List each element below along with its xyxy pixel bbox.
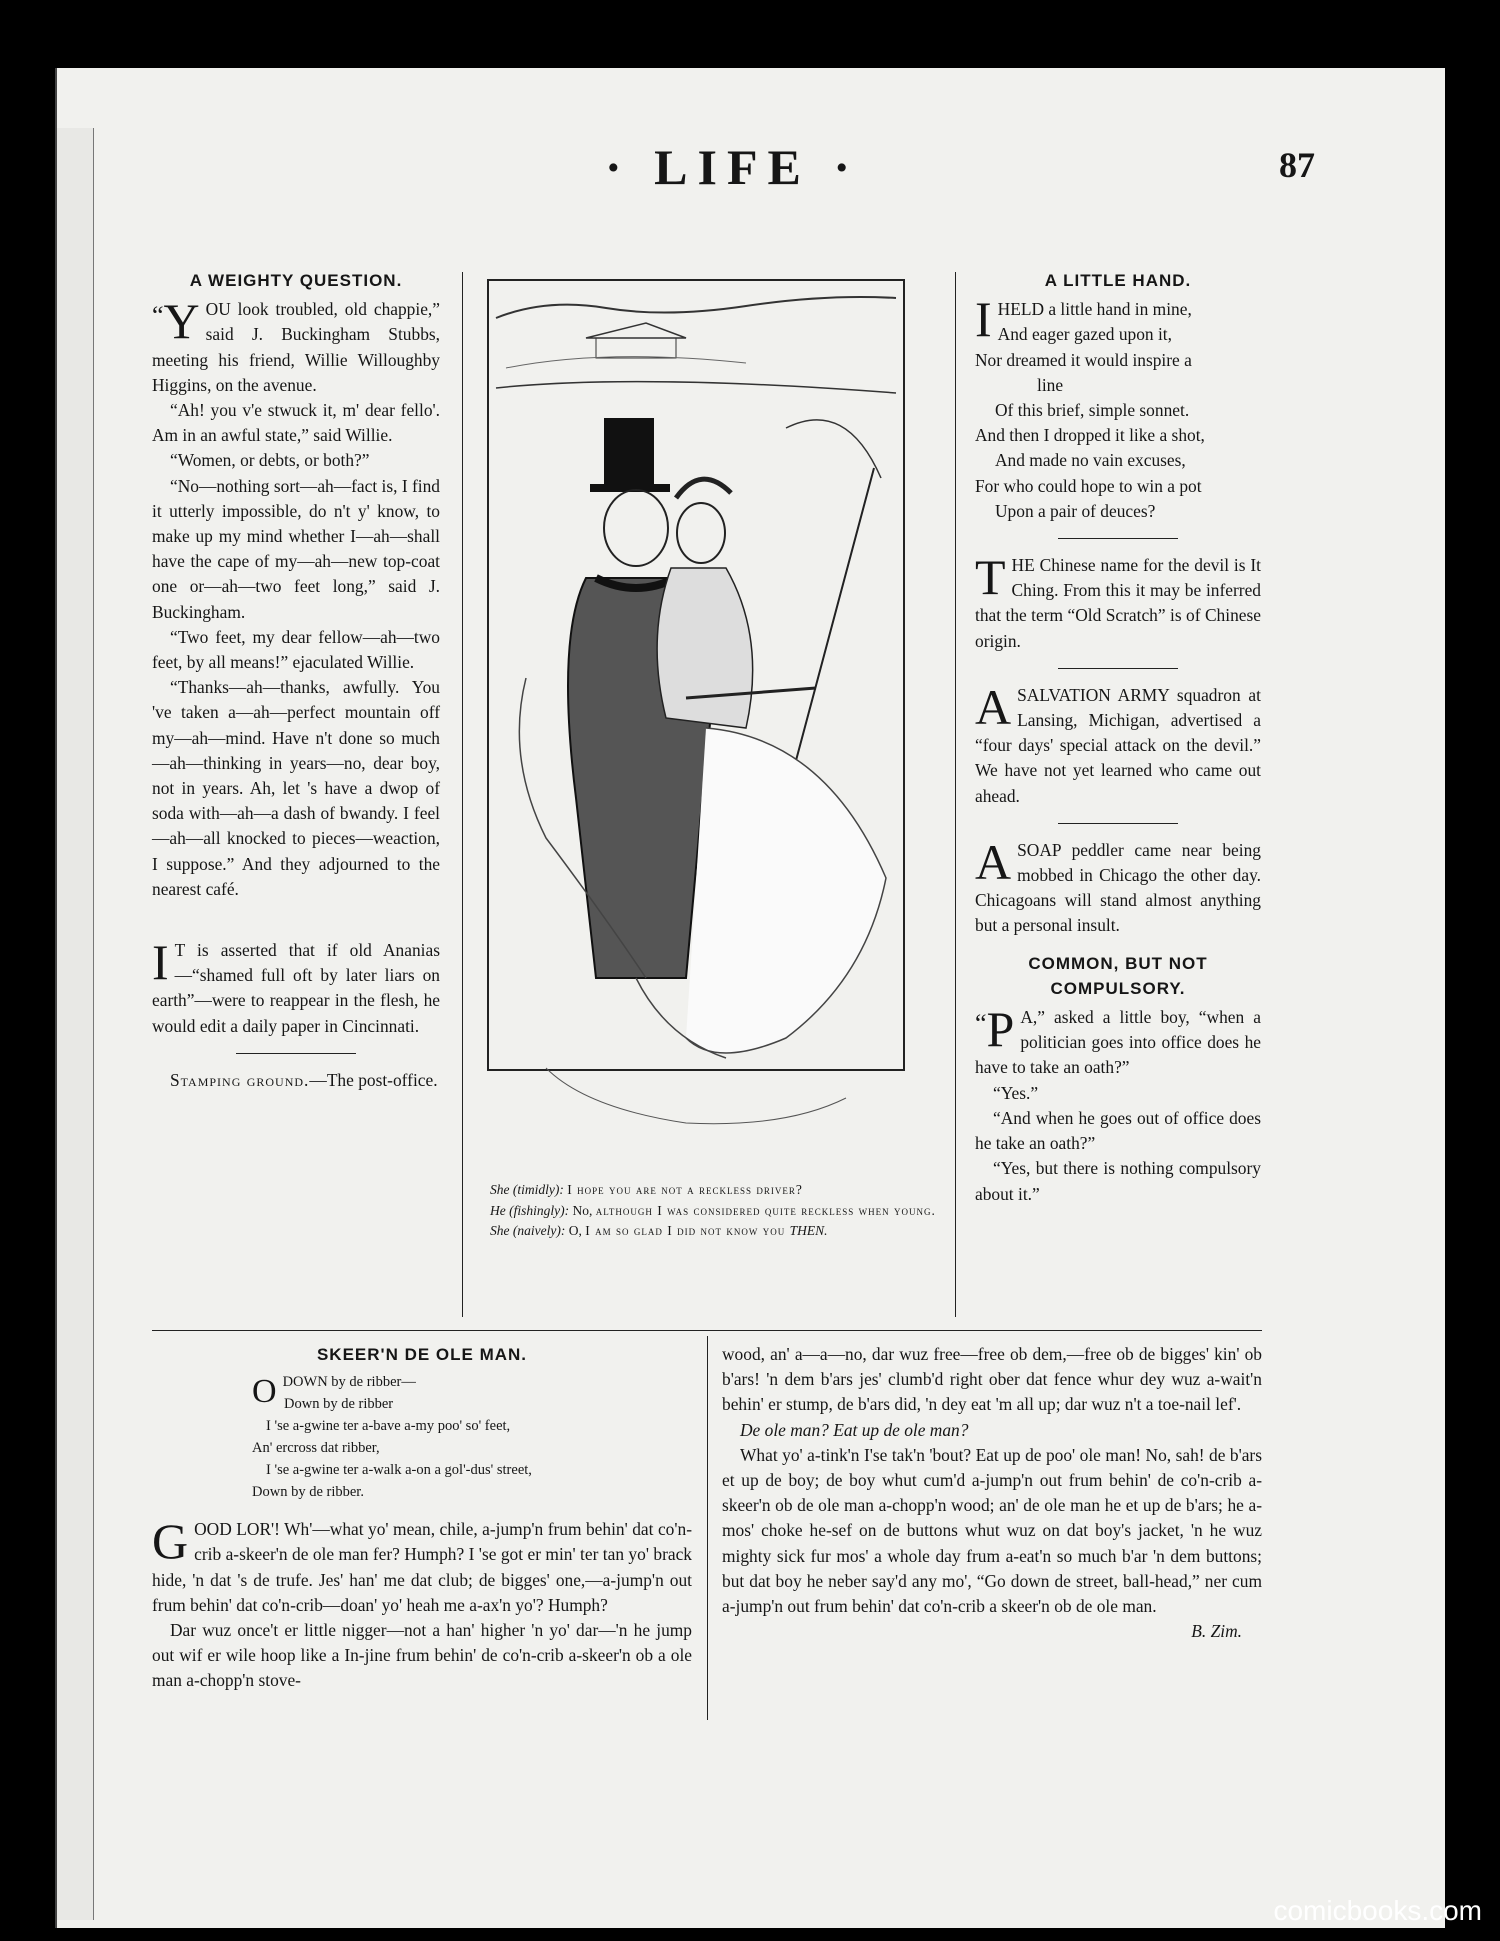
divider xyxy=(1058,668,1178,669)
skeer-paragraph-1: GOOD LOR'! Wh'—what yo' mean, chile, a-jump'n frum behin' dat co'n-crib a-skeer'n de ole man fer? Humph? I 'se got er min' ter tan yo' brack hide, 'n dat 's de trufe. Jes' han' me dat club; de bigges' one,—a-jump'n out frum behin' dat co'n-crib—doan' yo' heah me a-ax'n yo'? Humph? xyxy=(152,1513,692,1615)
top-hat-icon xyxy=(604,418,654,488)
weighty-paragraph-3: “Women, or debts, or both?” xyxy=(170,450,370,471)
fur-blanket xyxy=(686,728,886,1053)
weighty-paragraph-5: “Two feet, my dear fellow—ah—two feet, by all means!” ejaculated Willie. xyxy=(152,626,440,673)
column-divider xyxy=(955,272,956,1317)
divider xyxy=(1058,538,1178,539)
section-divider xyxy=(152,1330,1262,1331)
caption-line-3: She (naively): O, I am so glad I did not know you THEN. xyxy=(490,1223,828,1238)
skeer-paragraph-3: wood, an' a—a—no, dar wuz free—free ob dem,—free ob de bigges' kin' ob b'ars! 'n dem b'ars jes' clumb'd right ober dat fence whur dey wuz a-wait'n behin' er stump, de b'ars did, 'n dey eat 'm all up; dar wuz n't a toe-nail lef'. xyxy=(722,1344,1262,1415)
house-icon xyxy=(586,323,686,338)
skeer-poem: ODOWN by de ribber— Down by de ribber I 'se a-gwine ter a-bave a-my poo' so' feet, An' ercross dat ribber, I 'se a-gwine ter a-walk a-on a gol'-dus' street, Down by de ribber. xyxy=(252,1373,532,1501)
open-quote: “ xyxy=(152,301,164,331)
skeer-paragraph-4: De ole man? Eat up de ole man? xyxy=(740,1419,969,1440)
divider xyxy=(236,1053,356,1054)
stamping-ground-paragraph: Stamping ground.—The post-office. xyxy=(170,1069,438,1090)
dropcap: I xyxy=(152,934,169,991)
article-title-weighty-question: A WEIGHTY QUESTION. xyxy=(189,271,403,290)
man-head xyxy=(604,490,668,566)
weighty-paragraph-6: “Thanks—ah—thanks, awfully. You 've taken a—ah—perfect mountain off my—ah—mind. Have n't done so much—ah—thinking in years—no, dear boy, not in years. Ah, let 's have a dwop of soda with—ah—a dash of bwandy. I feel—ah—all knocked to pieces—weaction, I suppose.” And they adjourned to the nearest café. xyxy=(152,677,440,899)
caption-line-2: He (fishingly): No, although I was considered quite reckless when young. xyxy=(490,1202,936,1218)
masthead: · LIFE · xyxy=(605,139,861,195)
column-divider xyxy=(462,272,463,1317)
weighty-paragraph-4: “No—nothing sort—ah—fact is, I find it utterly impossible, do n't y' know, to make up my mind whether I—ah—shall have the cape of my—ah—new top-coat one or—ah—two feet long,” said J. Buckingham. xyxy=(152,475,440,622)
article-title-common-compulsory: COMMON, BUT NOT COMPULSORY. xyxy=(1028,953,1208,998)
article-title-little-hand: A LITTLE HAND. xyxy=(1044,271,1192,290)
couple-in-sleigh-illustration xyxy=(486,278,906,1130)
site-watermark: comicbooks.com xyxy=(1273,1895,1482,1926)
skeer-paragraph-2: Dar wuz once't er little nigger—not a han' higher 'n yo' dar—'n he jump out wif er wile hoop like a In-jine frum behin' de co'n-crib a-skeer'n ob a ole man a-chopp'n stove- xyxy=(152,1620,692,1691)
common-paragraph-3: “And when he goes out of office does he take an oath?” xyxy=(975,1107,1261,1154)
common-paragraph-2: “Yes.” xyxy=(993,1082,1039,1103)
column-right xyxy=(975,268,1261,1207)
chinese-name-paragraph: THE Chinese name for the devil is It Ching. From this it may be inferred that the term “Old Scratch” is of Chinese origin. xyxy=(975,549,1261,651)
soap-peddler-paragraph: ASOAP peddler came near being mobbed in Chicago the other day. Chicagoans will stand almost anything but a personal insult. xyxy=(975,833,1261,936)
woman-head xyxy=(677,503,725,563)
divider xyxy=(1058,823,1178,824)
binding-gutter xyxy=(57,128,94,1920)
column-left xyxy=(152,268,440,1093)
common-paragraph-1: “ P A,” asked a little boy, “when a politician goes into office does he have to take an oath?” xyxy=(975,1001,1261,1078)
skeer-left-column xyxy=(152,1342,692,1694)
common-paragraph-4: “Yes, but there is nothing compulsory about it.” xyxy=(975,1158,1261,1204)
illustration-caption xyxy=(472,1180,940,1242)
page-number: 87 xyxy=(1279,145,1315,185)
column-divider xyxy=(707,1336,708,1720)
ananias-paragraph: I T is asserted that if old Ananias—“shamed full oft by later liars on earth”—were to reappear in the flesh, he would edit a daily paper in Cincinnati. xyxy=(152,934,440,1036)
weighty-paragraph-1: “ Y OU look troubled, old chappie,” said J. Buckingham Stubbs, meeting his friend, Willie Willoughby Higgins, on the avenue. xyxy=(152,293,440,395)
page-header xyxy=(555,138,1315,208)
weighty-paragraph-2: “Ah! you v'e stwuck it, m' dear fello'. Am in an awful state,” said Willie. xyxy=(152,400,440,446)
skeer-paragraph-5: What yo' a-tink'n I'se tak'n 'bout? Eat up de poo' ole man! No, sah! de b'ars et up de boy; de boy whut cum'd a-jump'n out frum behin' de co'n-crib a-skeer'n ob de ole man a-chopp'n wood; an' de ole man he et up de b'ars; he a-mos' choke he-sef on de buttons whut wuz on dat boy's jacket, 'n he wuz mighty sick fur mos' a whole day frum a-eat'n so much b'ar 'n dem buttons; but dat boy he neber say'd any mo', “Go down de street, ball-head,” ner cum a-jump'n out frum behin' dat co'n-crib a skeer'n ob de ole man. xyxy=(722,1444,1262,1617)
woman-fur-wrap xyxy=(657,568,753,728)
author-signature: B. Zim. xyxy=(1191,1621,1242,1642)
woman-hat xyxy=(676,479,731,498)
little-hand-poem: IHELD a little hand in mine, And eager gazed upon it, Nor dreamed it would inspire a line Of this brief, simple sonnet. And then I dropped it like a shot, And made no vain excuses, For who could hope to win a pot Upon a pair of deuces? xyxy=(975,291,1205,521)
dropcap: Y xyxy=(163,293,200,350)
caption-line-1: She (timidly): I hope you are not a reckless driver? xyxy=(490,1182,803,1197)
article-title-skeer: SKEER'N DE OLE MAN. xyxy=(316,1345,528,1364)
salvation-army-paragraph: ASALVATION ARMY squadron at Lansing, Michigan, advertised a “four days' special attack on the devil.” We have not yet learned who came out ahead. xyxy=(975,678,1261,806)
skeer-right-column xyxy=(722,1342,1262,1644)
whip-icon xyxy=(786,420,881,478)
